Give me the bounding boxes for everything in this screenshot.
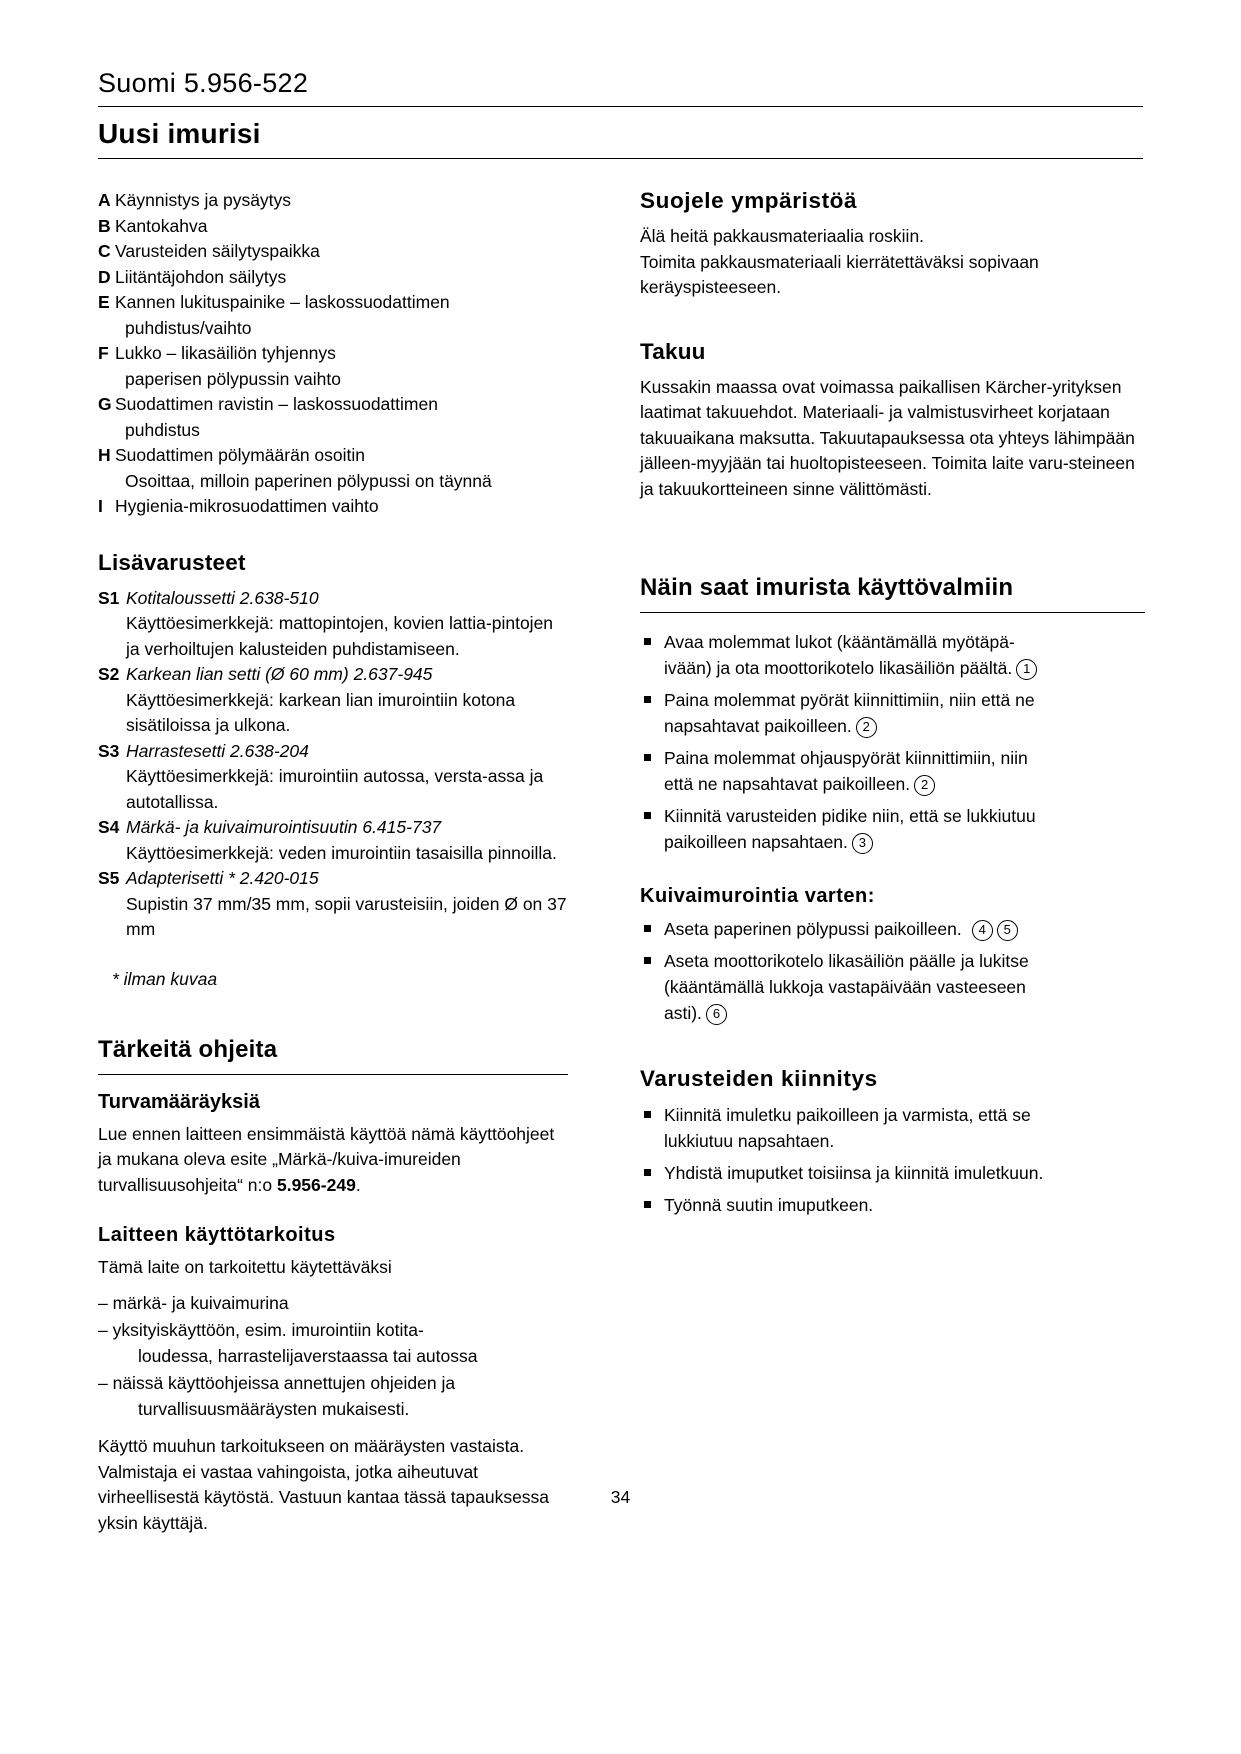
setup-heading: Näin saat imurista käyttövalmiin	[640, 574, 1014, 601]
step-cont	[664, 655, 1145, 681]
accessory-code: S5	[98, 868, 120, 888]
accessory-description: Käyttöesimerkkejä: mattopintojen, kovien lattia-pintojen ja verhoiltujen kalusteiden puhdistamiseen.	[126, 613, 554, 659]
step-cont	[664, 713, 1145, 739]
step-cont2	[664, 1000, 1145, 1026]
legend-subtext: puhdistus/vaihto	[125, 317, 252, 338]
legend-key: F	[98, 343, 109, 363]
accessory-code: S2	[98, 664, 120, 684]
list-item	[98, 662, 568, 739]
legend-text: Lukko – likasäiliön tyhjennys	[115, 343, 336, 363]
list-item	[640, 687, 1145, 739]
warranty-heading: Takuu	[640, 338, 706, 364]
legend-key: H	[98, 445, 111, 465]
safety-text-before: Lue ennen laitteen ensimmäistä käyttöä nämä käyttöohjeet ja mukana oleva esite „Märkä-/kuiva-imureiden turvallisuusohjeita“ n:o	[98, 1123, 555, 1195]
legend-text: Liitäntäjohdon säilytys	[115, 266, 287, 287]
legend-key: A	[98, 190, 111, 210]
step-number-badge: 2	[856, 717, 877, 738]
step-text: Kiinnitä varusteiden pidike niin, että se lukkiutuu	[664, 806, 1036, 826]
step-number-badge: 6	[706, 1004, 727, 1025]
step-cont	[664, 771, 1145, 797]
accessory-code: S3	[98, 740, 120, 761]
step-text: Yhdistä imuputket toisiinsa ja kiinnitä imuletkuun.	[664, 1163, 1044, 1183]
legend-key: I	[98, 496, 103, 516]
purpose-intro: Tämä laite on tarkoitettu käytettäväksi	[98, 1257, 392, 1277]
warranty-text: Kussakin maassa ovat voimassa paikallisen Kärcher-yrityksen laatimat takuuehdot. Materiaali- ja valmistusvirheet korjataan takuuaikana maksutta. Takuutapauksessa ota yhteys lähimpään jälleen-myyjään tai huoltopisteeseen. Toimita laite varu-steineen ja takuukortteineen sinne välittömästi.	[640, 376, 1135, 499]
list-item	[98, 1318, 568, 1369]
legend-text: Hygienia-mikrosuodattimen vaihto	[115, 496, 379, 516]
list-item	[98, 239, 568, 265]
accessories-heading: Lisävarusteet	[98, 549, 246, 575]
purpose-heading: Laitteen käyttötarkoitus	[98, 1224, 336, 1246]
step-text: Kiinnitä imuletku paikoilleen ja varmista, että se	[664, 1105, 1031, 1125]
legend-text: Kantokahva	[115, 215, 208, 236]
step-cont: (kääntämällä lukkoja vastapäivään vasteeseen	[664, 977, 1026, 997]
legend-key: B	[98, 215, 111, 236]
page-title: Uusi imurisi	[98, 118, 261, 149]
list-item	[98, 1371, 568, 1422]
legend-subtext: puhdistus	[125, 419, 200, 440]
legend-key: D	[98, 266, 111, 287]
step-number-badge: 3	[852, 833, 873, 854]
list-item	[98, 815, 568, 866]
step-cont: lukkiutuu napsahtaen.	[664, 1131, 835, 1151]
accessory-code: S4	[98, 817, 120, 837]
list-item	[98, 214, 568, 240]
step-text: Työnnä suutin imuputkeen.	[664, 1195, 874, 1215]
list-item	[640, 629, 1145, 681]
list-item	[98, 739, 568, 816]
accessory-name: Harrastesetti 2.638-204	[126, 740, 309, 761]
purpose-item-text: – näissä käyttöohjeissa annettujen ohjeiden ja	[98, 1373, 456, 1393]
list-item	[98, 188, 568, 214]
list-item	[98, 866, 568, 943]
accessory-name: Kotitaloussetti 2.638-510	[126, 587, 319, 608]
setup-steps-list	[640, 629, 1145, 855]
accessories-list	[98, 586, 568, 943]
list-item	[98, 1291, 568, 1317]
purpose-list	[98, 1291, 568, 1423]
list-item	[98, 265, 568, 291]
environment-line1: Älä heitä pakkausmateriaalia roskiin.	[640, 226, 925, 246]
safety-doc-number: 5.956-249	[276, 1174, 356, 1195]
step-number-badge: 1	[1016, 659, 1037, 680]
step-cont-text: ivään) ja ota moottorikotelo likasäiliön päältä.	[664, 658, 1013, 678]
header-divider	[98, 106, 1143, 107]
list-item	[98, 443, 568, 494]
left-column	[98, 188, 568, 1536]
step-cont	[664, 829, 1145, 855]
step-number-badge: 4	[972, 920, 993, 941]
purpose-item-cont: loudessa, harrastelijaverstaassa tai autossa	[138, 1345, 478, 1366]
accessory-description: Käyttöesimerkkejä: veden imurointiin tasaisilla pinnoilla.	[126, 842, 557, 863]
accessory-description: Käyttöesimerkkejä: imurointiin autossa, versta-assa ja autotallissa.	[126, 766, 544, 812]
accessory-code: S1	[98, 587, 120, 608]
attach-steps-list	[640, 1102, 1145, 1218]
list-item	[640, 803, 1145, 855]
list-item	[98, 392, 568, 443]
list-item	[98, 290, 568, 341]
list-item	[640, 745, 1145, 797]
purpose-item-text: – märkä- ja kuivaimurina	[98, 1292, 289, 1313]
accessory-name: Karkean lian setti (Ø 60 mm) 2.637-945	[126, 664, 433, 684]
list-item	[640, 916, 1145, 942]
purpose-item-text: – yksityiskäyttöön, esim. imurointiin kotita-	[98, 1320, 424, 1340]
step-cont-text: paikoilleen napsahtaen.	[664, 832, 848, 852]
accessory-description: Käyttöesimerkkejä: karkean lian imurointiin kotona sisätiloissa ja ulkona.	[126, 689, 516, 735]
setup-divider	[640, 612, 1145, 613]
list-item	[640, 1160, 1145, 1186]
legend-key: G	[98, 394, 112, 414]
legend-text: Kannen lukituspainike – laskossuodattimen	[115, 292, 450, 312]
step-cont-text: että ne napsahtavat paikoilleen.	[664, 774, 911, 794]
purpose-closing: Käyttö muuhun tarkoitukseen on määräysten vastaista. Valmistaja ei vastaa vahingoista, jotka aiheutuvat virheellisestä käytöstä. Vastuun kantaa tässä tapauksessa yksin käyttäjä.	[98, 1436, 550, 1533]
important-divider	[98, 1074, 568, 1075]
list-item	[98, 586, 568, 663]
environment-line2: Toimita pakkausmateriaali kierrätettäväksi sopivaan keräyspisteeseen.	[640, 251, 1039, 297]
attach-accessories-heading: Varusteiden kiinnitys	[640, 1066, 878, 1091]
step-number-badge: 2	[914, 775, 935, 796]
important-heading: Tärkeitä ohjeita	[98, 1035, 278, 1063]
safety-text	[98, 1122, 568, 1199]
legend-text: Käynnistys ja pysäytys	[115, 190, 292, 210]
step-text: Paina molemmat pyörät kiinnittimiin, niin että ne	[664, 690, 1035, 710]
legend-text: Varusteiden säilytyspaikka	[115, 241, 320, 261]
step-cont2-text: asti).	[664, 1003, 702, 1023]
step-text: Paina molemmat ohjauspyörät kiinnittimiin, niin	[664, 748, 1028, 768]
accessory-description: Supistin 37 mm/35 mm, sopii varusteisiin, joiden Ø on 37 mm	[126, 893, 567, 939]
legend-text: Suodattimen pölymäärän osoitin	[115, 445, 366, 465]
step-text: Aseta paperinen pölypussi paikoilleen.	[664, 919, 962, 939]
list-item	[98, 494, 568, 520]
dry-vacuum-steps-list	[640, 916, 1145, 1026]
step-number-badge: 5	[997, 920, 1018, 941]
list-item	[640, 948, 1145, 1026]
safety-heading: Turvamääräyksiä	[98, 1090, 260, 1113]
accessory-name: Märkä- ja kuivaimurointisuutin 6.415-737	[126, 817, 442, 837]
page-number: 34	[610, 1487, 631, 1507]
page-header: Suomi 5.956-522	[98, 68, 309, 98]
legend-subtext: Osoittaa, milloin paperinen pölypussi on täynnä	[125, 470, 492, 491]
list-item	[640, 1102, 1145, 1154]
step-cont-text: napsahtavat paikoilleen.	[664, 716, 852, 736]
step-text: Aseta moottorikotelo likasäiliön päälle ja lukitse	[664, 951, 1029, 971]
list-item	[98, 341, 568, 392]
accessory-name: Adapterisetti * 2.420-015	[126, 868, 319, 888]
step-text: Avaa molemmat lukot (kääntämällä myötäpä-	[664, 632, 1015, 652]
accessories-footnote: * ilman kuvaa	[112, 968, 218, 989]
legend-text: Suodattimen ravistin – laskossuodattimen	[115, 394, 438, 414]
dry-vacuum-heading: Kuivaimurointia varten:	[640, 885, 875, 907]
legend-subtext: paperisen pölypussin vaihto	[125, 368, 341, 389]
safety-text-after: .	[355, 1174, 361, 1195]
list-item	[640, 1192, 1145, 1218]
purpose-item-cont: turvallisuusmääräysten mukaisesti.	[138, 1398, 410, 1419]
parts-legend-list	[98, 188, 568, 520]
environment-heading: Suojele ympäristöä	[640, 188, 858, 213]
right-column	[640, 188, 1145, 1224]
legend-key: E	[98, 292, 110, 312]
title-divider	[98, 158, 1143, 159]
legend-key: C	[98, 241, 111, 261]
